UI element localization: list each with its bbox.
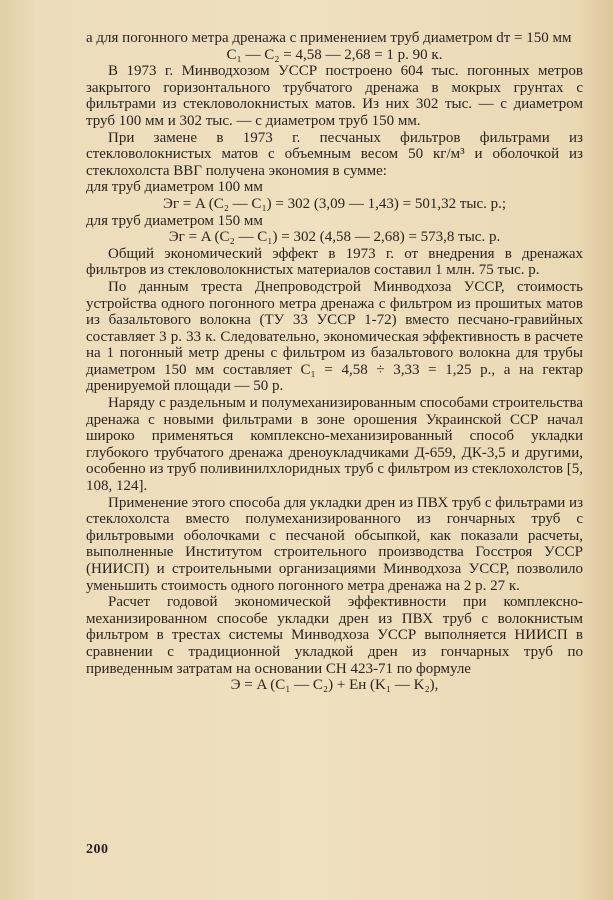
- formula-2: Эг = A (C₂ — C₁) = 302 (3,09 — 1,43) = 501,32 тыс. р.;: [162, 195, 507, 212]
- paragraph-10: Расчет годовой экономической эффективности при комплексно-механизированном способе укладки дрен из ПВХ труб с волокнистым фильтром в трестах системы Минводхоза УССР выполняется НИИСП в сравнении с традиционной укладкой дрен из гончарных труб по приведенным затратам на основании СН 423-71 по формуле: [86, 594, 583, 677]
- paragraph-5: для труб диаметром 150 мм: [86, 212, 263, 229]
- page-number: 200: [86, 842, 109, 857]
- paragraph-8: Наряду с раздельным и полумеханизированным способами строительства дренажа с новыми фильтрами в зоне орошения Украинской ССР начал широко применяться комплексно-механизированный способ укладки глубокого трубчатого дренажа дреноукладчиками Д-659, ДК-3,5 и другими, особенно из труб поливинилхлоридных труб с фильтром из стеклохолстов [5, 108, 124].: [86, 395, 583, 495]
- paragraph-3: При замене в 1973 г. песчаных фильтров фильтрами из стекловолокнистых матов с объемным весом 50 кг/м³ и оболочкой из стеклохолста ВВГ получена экономия в сумме:: [86, 129, 583, 179]
- paragraph-2: В 1973 г. Минводхозом УССР построено 604 тыс. погонных метров закрытого горизонтального трубчатого дренажа в мокрых грунтах с фильтрами из стекловолокнистых матов. Из них 302 тыс. — с диаметром труб 100 мм и 302 тыс. — с диаметром труб 150 мм.: [86, 63, 583, 129]
- formula-4: Э = A (C₁ — C₂) + Eн (K₁ — K₂),: [230, 677, 439, 694]
- paragraph-9: Применение этого способа для укладки дрен из ПВХ труб с фильтрами из стеклохолста вместо полумеханизированного из гончарных труб с фильтровыми оболочками с песчаной обсыпкой, как показали расчеты, выполненные Институтом строительного производства Госстроя УССР (НИИСП) и строительными организациями Минводхоза УССР, позволило уменьшить стоимость одного погонного метра дренажа на 2 р. 27 к.: [86, 494, 583, 594]
- paragraph-4: для труб диаметром 100 мм: [86, 179, 263, 196]
- paragraph-1: а для погонного метра дренажа с применением труб диаметром dт = 150 мм: [86, 30, 572, 46]
- paragraph-7: По данным треста Днепроводстрой Минводхоза УССР, стоимость устройства одного погонного метра дренажа с фильтром из прошитых матов из базальтового волокна (ТУ 33 УССР 1-72) вместо песчано-гравийных составляет 3 р. 33 к. Следовательно, экономическая эффективность в расчете на 1 погонный метр дрены с фильтром из базальтового волокна для трубы диаметром 150 мм составляет C₁ = 4,58 ÷ 3,33 = 1,25 р., а на гектар дренируемой площади — 50 р.: [86, 278, 583, 395]
- paragraph-6: Общий экономический эффект в 1973 г. от внедрения в дренажах фильтров из стекловолокнистых материалов составил 1 млн. 75 тыс. р.: [86, 245, 583, 279]
- page-body: [86, 30, 583, 694]
- formula-3: Эг = A (C₂ — C₁) = 302 (4,58 — 2,68) = 573,8 тыс. р.: [168, 229, 501, 246]
- formula-1: C₁ — C₂ = 4,58 — 2,68 = 1 р. 90 к.: [226, 46, 443, 63]
